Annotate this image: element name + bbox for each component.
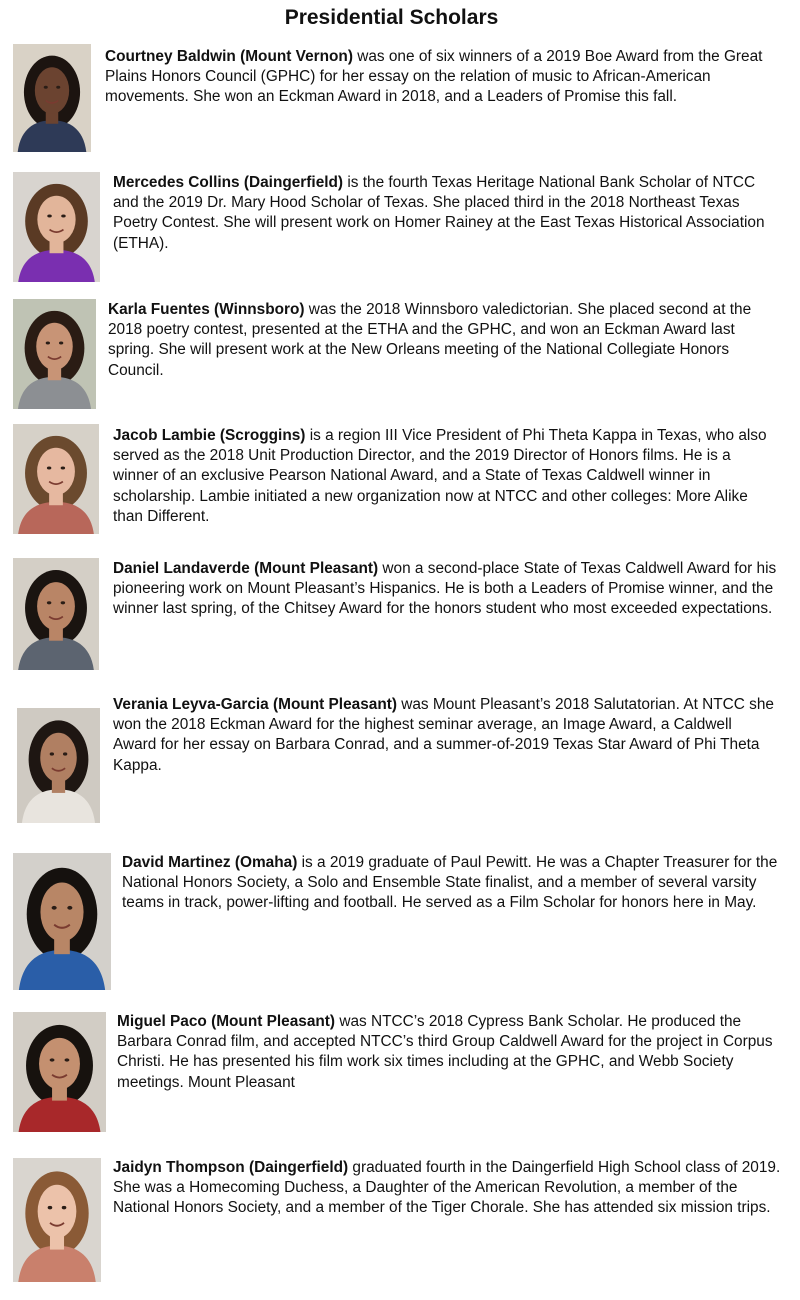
scholar-description: graduated fourth in the Daingerfield High School class of 2019. She was a Homecoming Duchess, a Daughter of the American Revolution, a member of the National Honors Society, and a member of the Tiger Chorale. She has attended six mission trips. — [113, 1159, 781, 1217]
portrait-face — [38, 1185, 77, 1238]
scholar-photo — [13, 853, 111, 990]
portrait-image — [13, 853, 111, 990]
portrait-image — [17, 708, 100, 823]
scholar-photo — [13, 558, 99, 670]
scholar-description: was NTCC’s 2018 Cypress Bank Scholar. He produced the Barbara Conrad film, and accepted NTCC’s third Group Caldwell Award for the project in Corpus Christi. He has presented his film work six times including at the GPHC, and Webb Society meetings. Mount Pleasant — [117, 1013, 773, 1091]
portrait-image — [13, 44, 91, 152]
scholar-name: Courtney Baldwin (Mount Vernon) — [105, 48, 353, 65]
portrait-eye-left — [47, 466, 51, 469]
portrait-face — [37, 448, 75, 495]
scholar-bio — [113, 426, 778, 527]
scholar-name: Verania Leyva-Garcia (Mount Pleasant) — [113, 696, 397, 713]
scholar-description: is a region III Vice President of Phi Theta Kappa in Texas, who also served as the 2018 Unit Production Director, and the 2019 Director of Honors films. He is a winner of an exclusive Pearson National Award, and a State of Texas Caldwell winner in scholarship. Lambie initiated a new organization now at NTCC and other colleges: More Alike than Different. — [113, 427, 767, 525]
portrait-eye-right — [61, 601, 65, 604]
portrait-image — [13, 299, 96, 409]
portrait-eye-left — [50, 752, 54, 755]
scholar-description: was Mount Pleasant’s 2018 Salutatorian. At NTCC she won the 2018 Eckman Award for the highest seminar average, an Image Award, a Caldwell Award for her essay on Barbara Conrad, and a summer-of-2019 Texas Star Award of Phi Theta Kappa. — [113, 696, 774, 774]
portrait-face — [37, 582, 75, 630]
portrait-image — [13, 172, 100, 282]
scholar-name: David Martinez (Omaha) — [122, 854, 298, 871]
portrait-face — [36, 323, 73, 370]
scholar-photo — [13, 1012, 106, 1132]
scholar-bio — [113, 695, 778, 776]
portrait-eye-left — [48, 1206, 53, 1209]
portrait-eye-right — [61, 214, 66, 217]
scholar-bio — [105, 47, 775, 108]
scholar-bio — [113, 1158, 781, 1219]
portrait-eye-left — [52, 906, 57, 910]
scholar-photo — [13, 44, 91, 152]
scholar-name: Karla Fuentes (Winnsboro) — [108, 301, 305, 318]
scholar-bio — [113, 173, 778, 254]
portrait-eye-right — [59, 341, 63, 344]
scholar-name: Mercedes Collins (Daingerfield) — [113, 174, 344, 191]
portrait-eye-left — [46, 341, 50, 344]
scholar-description: was the 2018 Winnsboro valedictorian. She placed second at the 2018 poetry contest, presented at the ETHA and the GPHC, and won an Eckman Award last spring. She will present work at the New Orleans meeting of the National Collegiate Honors Council. — [108, 301, 752, 379]
portrait-eye-right — [62, 1206, 67, 1209]
portrait-face — [35, 67, 69, 114]
scholar-photo — [13, 424, 99, 534]
scholar-description: is the fourth Texas Heritage National Bank Scholar of NTCC and the 2019 Dr. Mary Hood Scholar of Texas. She placed third in the 2018 Northeast Texas Poetry Contest. She will present work on Homer Rainey at the East Texas Historical Association (ETHA). — [113, 174, 765, 252]
portrait-eye-left — [47, 214, 52, 217]
portrait-eye-right — [61, 466, 65, 469]
scholar-description: won a second-place State of Texas Caldwell Award for his pioneering work on Mount Pleasant’s Hispanics. He is both a Leaders of Promise winner, and the winner last spring, of the Chitsey Award for the honors student who most exceeded expectations. — [113, 560, 777, 618]
portrait-image — [13, 1158, 101, 1282]
scholar-bio — [113, 559, 778, 620]
portrait-image — [13, 1012, 106, 1132]
portrait-eye-left — [50, 1058, 55, 1061]
portrait-eye-right — [63, 752, 67, 755]
scholar-name: Daniel Landaverde (Mount Pleasant) — [113, 560, 379, 577]
portrait-image — [13, 558, 99, 670]
scholar-bio — [122, 853, 780, 914]
portrait-eye-right — [56, 86, 60, 89]
portrait-face — [40, 733, 77, 783]
portrait-eye-left — [44, 86, 48, 89]
portrait-face — [39, 1038, 80, 1090]
portrait-eye-left — [47, 601, 51, 604]
scholar-description: is a 2019 graduate of Paul Pewitt. He was a Chapter Treasurer for the National Honors Society, a Solo and Ensemble State finalist, and a member of several varsity teams in track, power-lifting and football. He served as a Film Scholar for honors here in May. — [122, 854, 778, 912]
portrait-eye-right — [67, 906, 72, 910]
portrait-image — [13, 424, 99, 534]
scholar-bio — [117, 1012, 777, 1093]
scholar-photo — [13, 172, 100, 282]
page-title: Presidential Scholars — [284, 6, 499, 29]
portrait-face — [40, 883, 83, 942]
scholar-description: was one of six winners of a 2019 Boe Award from the Great Plains Honors Council (GPHC) for her essay on the relation of music to African-American movements. She won an Eckman Award in 2018, and a Leaders of Promise this fall. — [105, 48, 763, 106]
scholar-name: Miguel Paco (Mount Pleasant) — [117, 1013, 336, 1030]
portrait-face — [37, 196, 75, 243]
scholar-name: Jaidyn Thompson (Daingerfield) — [113, 1159, 349, 1176]
scholar-photo — [17, 708, 100, 823]
scholar-photo — [13, 1158, 101, 1282]
scholar-photo — [13, 299, 96, 409]
portrait-eye-right — [65, 1058, 70, 1061]
scholar-name: Jacob Lambie (Scroggins) — [113, 427, 306, 444]
scholar-bio — [108, 300, 778, 381]
